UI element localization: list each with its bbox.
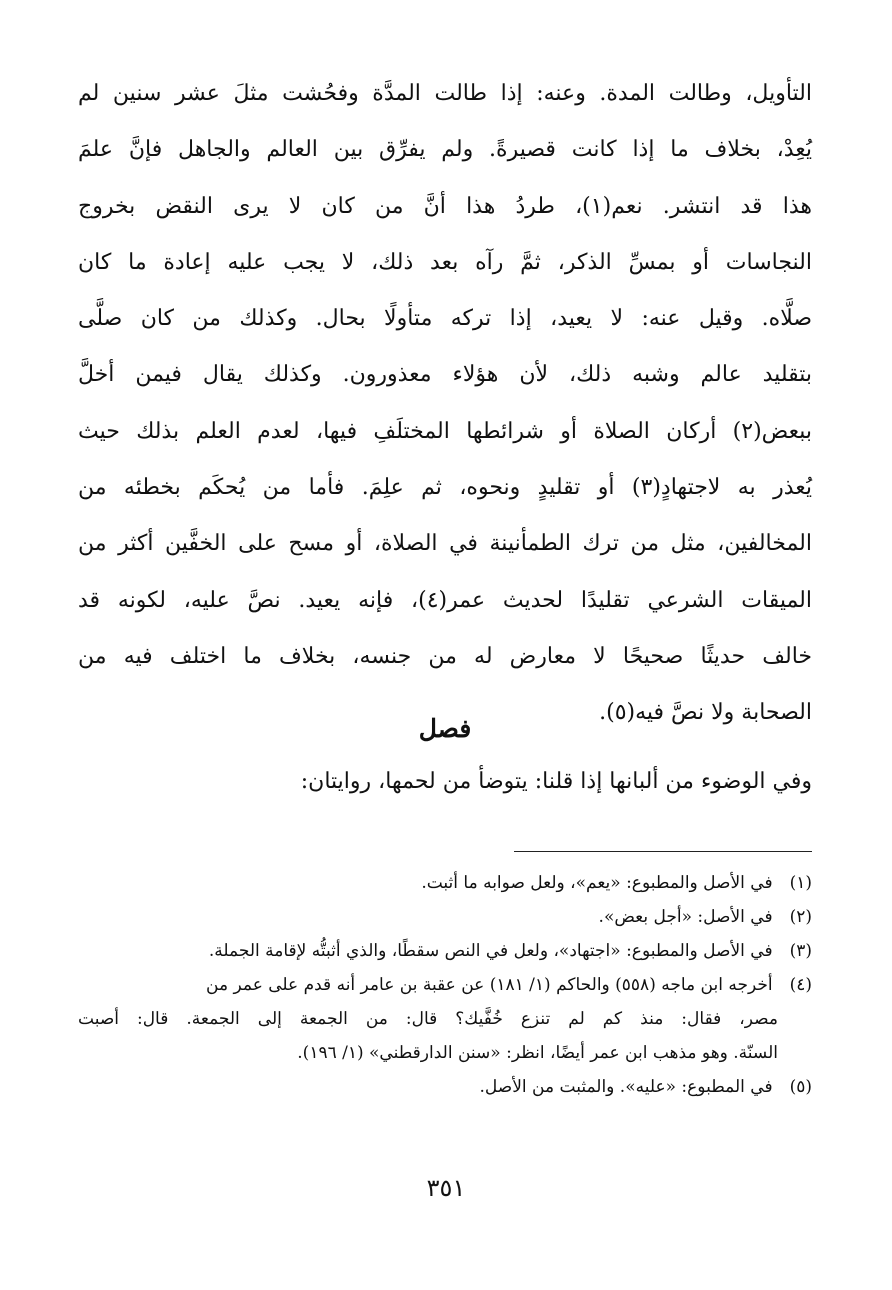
footnote-text: في الأصل: «أجل بعض». bbox=[598, 907, 773, 927]
body-line: الميقات الشرعي تقليدًا لحديث عمر(٤)، فإنه يعيد. نصَّ عليه، لكونه قد bbox=[78, 587, 813, 613]
footnote-number: (١) bbox=[789, 873, 812, 893]
body-line: الصحابة ولا نصَّ فيه(٥). bbox=[599, 700, 812, 726]
body-text bbox=[78, 66, 812, 742]
body-line: صلَّاه. وقيل عنه: لا يعيد، إذا تركه متأولًا بحال. وكذلك من كان صلَّى bbox=[78, 306, 812, 332]
body-line: يُعِدْ، بخلاف ما إذا كانت قصيرةً. ولم يفرِّق بين العالم والجاهل فإنَّ علمَ bbox=[78, 137, 812, 163]
body-line: بتقليد عالم وشبه ذلك، لأن هؤلاء معذورون. وكذلك يقال فيمن أخلَّ bbox=[78, 362, 812, 388]
footnotes bbox=[78, 866, 812, 1104]
footnote-number: (٣) bbox=[789, 941, 812, 961]
section-first-line: وفي الوضوء من ألبانها إذا قلنا: يتوضأ من لحمها، روايتان: bbox=[300, 769, 812, 794]
footnote-text: في المطبوع: «عليه». والمثبت من الأصل. bbox=[479, 1077, 773, 1097]
footnote bbox=[78, 1070, 812, 1104]
footnote bbox=[78, 900, 812, 934]
body-line: التأويل، وطالت المدة. وعنه: إذا طالت المدَّة وفحُشت مثلَ عشر سنين لم bbox=[78, 81, 812, 106]
footnote bbox=[78, 968, 812, 1002]
body-line: ببعض(٢) أركان الصلاة أو شرائطها المختلَفِ فيها، لعدم العلم بذلك حيث bbox=[78, 418, 812, 444]
body-line: المخالفين، مثل من ترك الطمأنينة في الصلاة، أو مسح على الخفَّين أكثر من bbox=[78, 531, 812, 557]
body-line: النجاسات أو بمسِّ الذكر، ثمَّ رآه بعد ذلك، لا يجب عليه إعادة ما كان bbox=[78, 249, 812, 275]
footnote-text: أخرجه ابن ماجه (٥٥٨) والحاكم (١/ ١٨١) عن عقبة بن عامر أنه قدم على عمر من bbox=[206, 975, 773, 995]
body-line: خالف حديثًا صحيحًا لا معارض له من جنسه، بخلاف ما اختلف فيه من bbox=[78, 643, 812, 669]
body-line: يُعذر به لاجتهادٍ(٣) أو تقليدٍ ونحوه، ثم علِمَ. فأما من يُحكَم بخطئه من bbox=[78, 475, 812, 501]
footnote-text: في الأصل والمطبوع: «يعم»، ولعل صوابه ما أثبت. bbox=[421, 873, 773, 893]
footnote-number: (٢) bbox=[789, 907, 812, 927]
footnote bbox=[78, 934, 812, 968]
footnote-continuation: مصر، فقال: منذ كم لم تنزع خُفَّيك؟ قال: من الجمعة إلى الجمعة. قال: أصبت bbox=[78, 1009, 778, 1029]
body-line: هذا قد انتشر. نعم(١)، طردُ هذا أنَّ من كان لا يرى النقض بخروج bbox=[78, 193, 812, 219]
footnote-continuation: السنّة. وهو مذهب ابن عمر أيضًا، انظر: «سنن الدارقطني» (١/ ١٩٦). bbox=[297, 1043, 778, 1063]
footnote-divider bbox=[514, 851, 812, 852]
footnote-number: (٥) bbox=[789, 1077, 812, 1097]
page-number: ٣٥١ bbox=[426, 1174, 466, 1202]
footnote bbox=[78, 866, 812, 900]
footnote-number: (٤) bbox=[789, 975, 812, 995]
section-heading: فصل bbox=[418, 714, 472, 743]
footnote-text: في الأصل والمطبوع: «اجتهاد»، ولعل في النص سقطًا، والذي أثبتُّه لإقامة الجملة. bbox=[208, 941, 773, 961]
